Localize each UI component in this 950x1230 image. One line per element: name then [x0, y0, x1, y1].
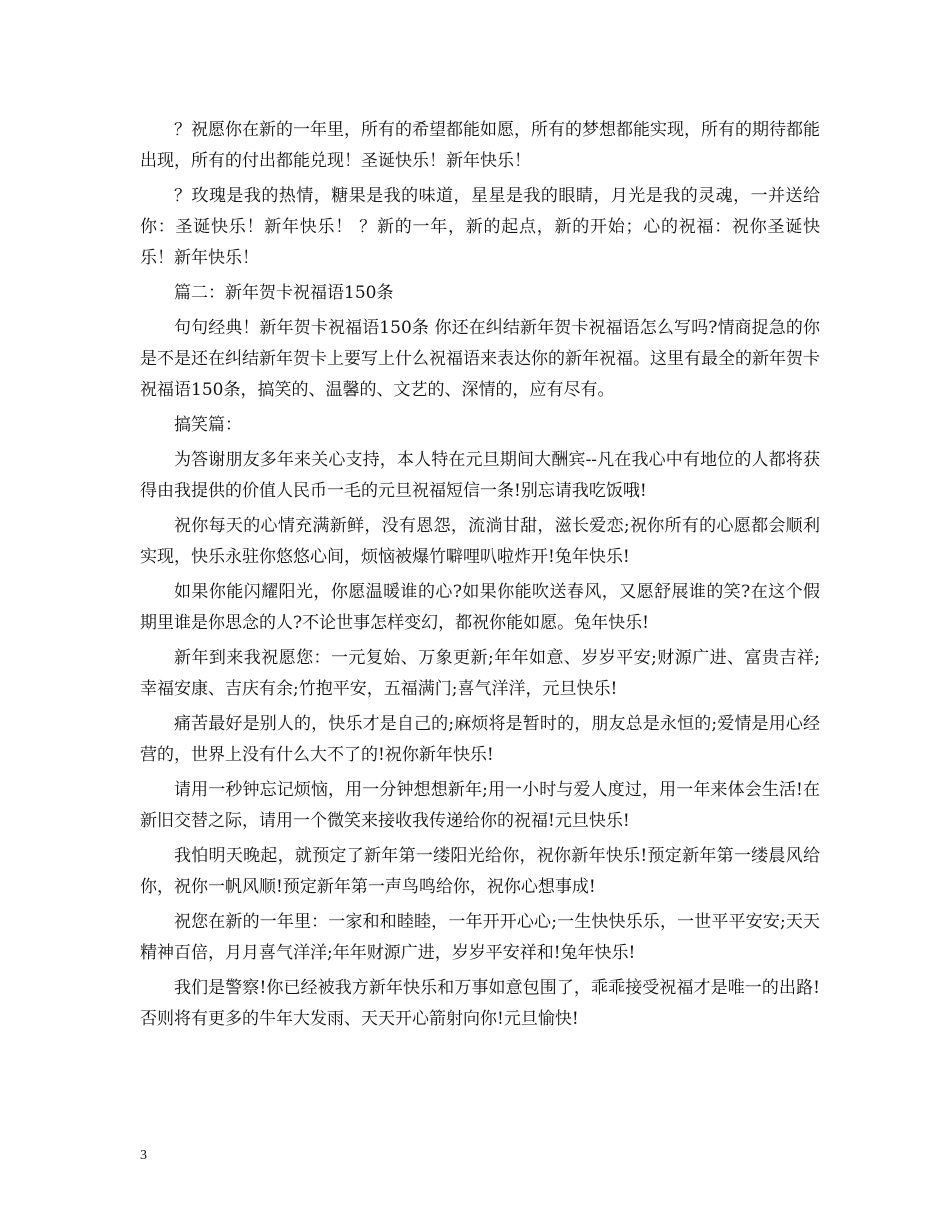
paragraph: 请用一秒钟忘记烦恼，用一分钟想想新年;用一小时与爱人度过，用一年来体会生活!在新旧交替之际，请用一个微笑来接收我传递给你的祝福!元旦快乐!: [140, 780, 820, 831]
paragraph: 痛苦最好是别人的，快乐才是自己的;麻烦将是暂时的，朋友总是永恒的;爱情是用心经营的，世界上没有什么大不了的!祝你新年快乐!: [140, 714, 820, 765]
subsection-heading: 搞笑篇：: [174, 415, 242, 435]
paragraph: 句句经典！新年贺卡祝福语150条 你还在纠结新年贺卡祝福语怎么写吗?情商捉急的你是不是还在纠结新年贺卡上要写上什么祝福语来表达你的新年祝福。这里有最全的新年贺卡祝福语150条，搞笑的、温馨的、文艺的、深情的，应有尽有。: [140, 318, 820, 400]
paragraph: 祝您在新的一年里：一家和和睦睦，一年开开心心;一生快快乐乐，一世平平安安;天天精神百倍，月月喜气洋洋;年年财源广进，岁岁平安祥和!兔年快乐!: [140, 912, 820, 963]
page-number: 3: [140, 1148, 147, 1163]
paragraph: 如果你能闪耀阳光，你愿温暖谁的心?如果你能吹送春风，又愿舒展谁的笑?在这个假期里谁是你思念的人?不论世事怎样变幻，都祝你能如愿。兔年快乐!: [140, 582, 820, 633]
paragraph: 为答谢朋友多年来关心支持，本人特在元旦期间大酬宾--凡在我心中有地位的人都将获得由我提供的价值人民币一毛的元旦祝福短信一条!别忘请我吃饭哦!: [140, 450, 820, 501]
document-body: [140, 115, 820, 1039]
paragraph: 祝你每天的心情充满新鲜，没有恩怨，流淌甘甜，滋长爱恋;祝你所有的心愿都会顺利实现，快乐永驻你悠悠心间，烦恼被爆竹噼哩叭啦炸开!兔年快乐!: [140, 516, 820, 567]
paragraph: 我怕明天晚起，就预定了新年第一缕阳光给你，祝你新年快乐!预定新年第一缕晨风给你，祝你一帆风顺!预定新年第一声鸟鸣给你，祝你心想事成!: [140, 846, 820, 897]
paragraph: ？玫瑰是我的热情，糖果是我的味道，星星是我的眼睛，月光是我的灵魂，一并送给你：圣诞快乐！新年快乐！ ？新的一年，新的起点，新的开始；心的祝福：祝你圣诞快乐！新年快乐！: [140, 186, 820, 268]
paragraph: 新年到来我祝愿您：一元复始、万象更新;年年如意、岁岁平安;财源广进、富贵吉祥;幸福安康、吉庆有余;竹抱平安，五福满门;喜气洋洋，元旦快乐!: [140, 648, 820, 699]
paragraph: 我们是警察!你已经被我方新年快乐和万事如意包围了，乖乖接受祝福才是唯一的出路!否则将有更多的牛年大发雨、天天开心箭射向你!元旦愉快!: [140, 978, 820, 1029]
section-heading: 篇二：新年贺卡祝福语150条: [174, 283, 394, 303]
paragraph: ？祝愿你在新的一年里，所有的希望都能如愿，所有的梦想都能实现，所有的期待都能出现，所有的付出都能兑现！圣诞快乐！新年快乐！: [140, 120, 820, 171]
